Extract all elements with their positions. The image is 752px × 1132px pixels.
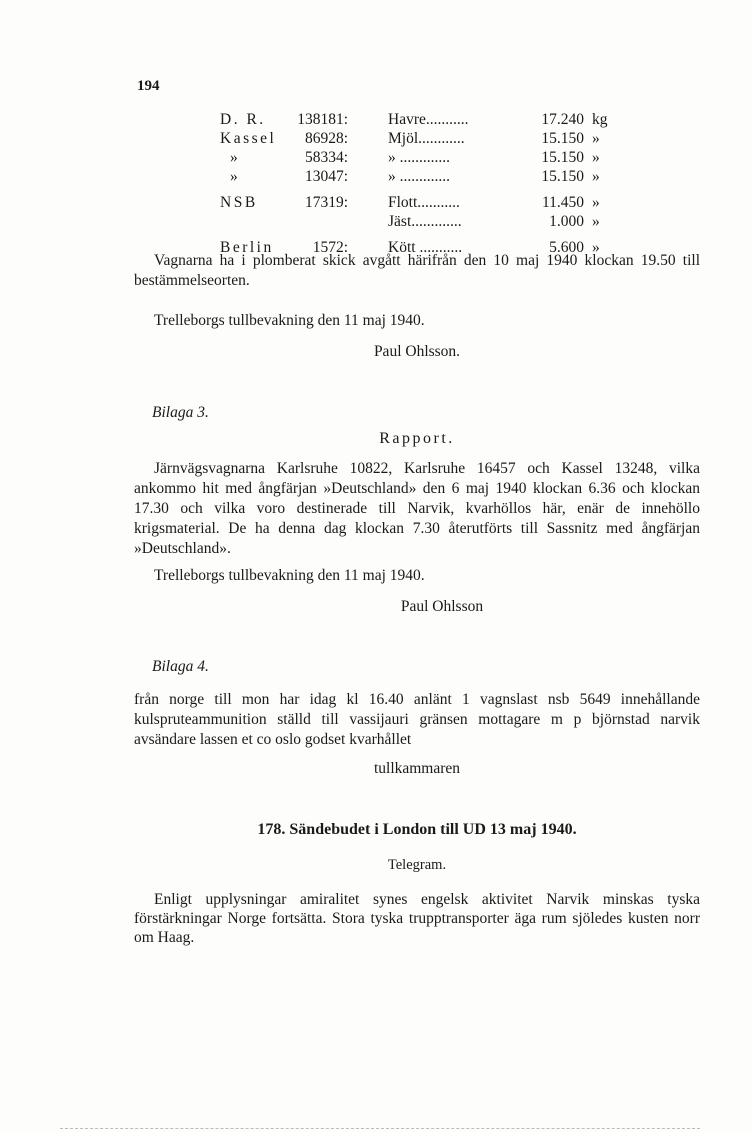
telegram-message: från norge till mon har idag kl 16.40 anlänt 1 vagnslast nsb 5649 innehållande kulspruteammunition ställd till vassijauri gränsen mottagare m p björnstad narvik avsändare lassen et co oslo godset kvarhållet — [134, 691, 700, 748]
ledger-quantity: 5.600 — [549, 239, 584, 256]
page-number: 194 — [137, 78, 160, 94]
ledger-unit: » — [592, 194, 600, 211]
ledger-unit: » — [592, 130, 600, 147]
ledger-unit: kg — [592, 111, 608, 128]
ledger-quantity: 17.240 — [541, 111, 584, 128]
ledger-unit: » — [592, 239, 600, 256]
telegram-sender: tullkammaren — [373, 760, 461, 777]
signature: Paul Ohlsson — [400, 598, 484, 615]
ledger-unit: » — [592, 149, 600, 166]
ledger-goods: Mjöl............ — [388, 130, 465, 147]
report-heading: Rapport. — [379, 430, 455, 447]
ledger-unit: » — [592, 168, 600, 185]
ledger-row — [220, 167, 640, 186]
ledger-wagon-number: 138181: — [297, 111, 348, 128]
ledger-wagon-number: 13047: — [304, 168, 348, 185]
appendix-label: Bilaga 4. — [152, 658, 209, 675]
section-heading: 178. Sändebudet i London till UD 13 maj 1940. — [257, 821, 577, 838]
departure-paragraph: Vagnarna ha i plomberat skick avgått härifrån den 10 maj 1940 klockan 19.50 till bestämmelseorten. — [134, 252, 700, 289]
ledger-quantity: 1.000 — [549, 213, 584, 230]
ledger-goods: Havre........... — [388, 111, 469, 128]
ledger-row — [220, 193, 640, 212]
ledger-row — [220, 148, 640, 167]
ledger-source: Berlin — [220, 239, 274, 256]
ledger-source: » — [230, 168, 238, 185]
ledger-source: » — [230, 149, 238, 166]
ledger-quantity: 15.150 — [541, 130, 584, 147]
ledger-goods: Kött ........... — [388, 239, 463, 256]
ledger-row — [220, 212, 640, 231]
ledger-quantity: 15.150 — [541, 168, 584, 185]
place-date: Trelleborgs tullbevakning den 11 maj 1940. — [154, 312, 425, 329]
ledger-source: Kassel — [220, 130, 277, 147]
ledger-quantity: 11.450 — [541, 194, 584, 211]
ledger-goods: » ............. — [388, 168, 450, 185]
ledger-row — [220, 129, 640, 148]
ledger-quantity: 15.150 — [541, 149, 584, 166]
report-paragraph: Järnvägsvagnarna Karlsruhe 10822, Karlsruhe 16457 och Kassel 13248, vilka ankommo hit med ångfärjan »Deutschland» den 6 maj 1940 klockan 6.36 och klockan 17.30 och vilka voro destinerade till Narvik, kvarhöllos här, enär de innehöllo krigsmaterial. De ha denna dag klockan 7.30 återutförts till Sassnitz med ångfärjan »Deutschland». — [134, 460, 700, 557]
ledger-unit: » — [592, 213, 600, 230]
ledger-wagon-number: 86928: — [304, 130, 348, 147]
ledger-wagon-number: 58334: — [304, 149, 348, 166]
signature: Paul Ohlsson. — [373, 343, 461, 360]
freight-ledger — [220, 110, 640, 257]
telegram-body: Enligt upplysningar amiralitet synes engelsk aktivitet Narvik minskas tyska förstärkningar Norge fortsätta. Stora tyska trupptransporter äga rum sjöledes kusten norr om Haag. — [134, 891, 700, 946]
telegram-label: Telegram. — [387, 857, 447, 873]
appendix-label: Bilaga 3. — [152, 404, 209, 421]
ledger-goods: Jäst............. — [388, 213, 462, 230]
place-date: Trelleborgs tullbevakning den 11 maj 1940. — [154, 567, 425, 584]
ledger-goods: Flott........... — [388, 194, 460, 211]
ledger-source: NSB — [220, 194, 258, 211]
ledger-wagon-number: 17319: — [304, 194, 348, 211]
ledger-wagon-number: 1572: — [312, 239, 348, 256]
page-edge-rule — [60, 1128, 700, 1129]
ledger-source: D. R. — [220, 111, 266, 128]
ledger-goods: » ............. — [388, 149, 450, 166]
ledger-row — [220, 110, 640, 129]
